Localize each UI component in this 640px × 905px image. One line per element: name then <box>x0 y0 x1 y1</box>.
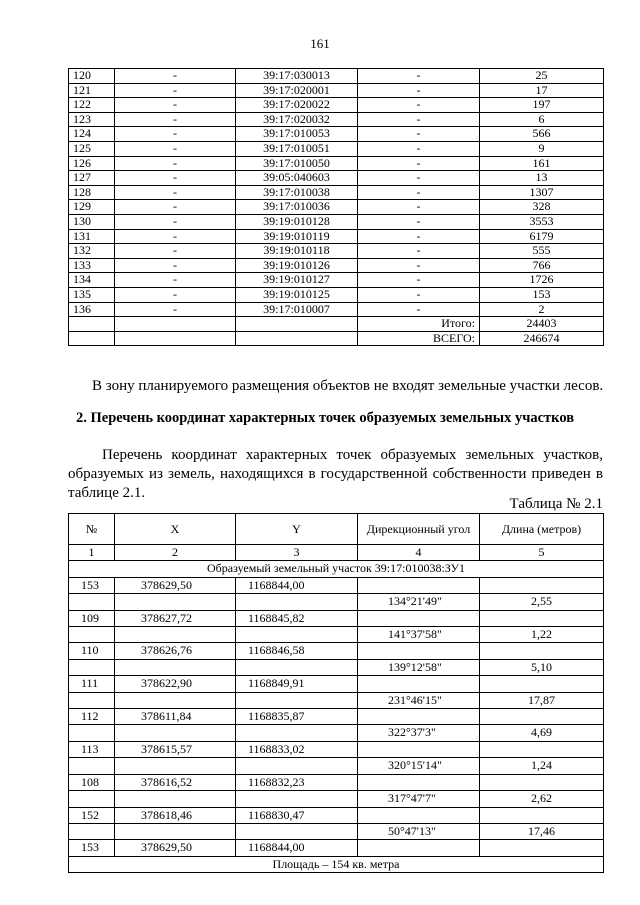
row-number: 135 <box>69 287 115 302</box>
point-x: 378622,90 <box>115 676 236 692</box>
point-row <box>69 676 604 692</box>
point-number: 109 <box>69 610 115 626</box>
point-number: 108 <box>69 774 115 790</box>
dash-cell: - <box>115 156 236 171</box>
empty-cell <box>236 317 358 332</box>
segment-length: 2,62 <box>480 791 604 807</box>
col-number: 2 <box>115 545 236 561</box>
area-row <box>69 856 604 872</box>
point-x: 378618,46 <box>115 807 236 823</box>
empty-cell <box>236 692 358 708</box>
header-length: Длина (метров) <box>480 514 604 545</box>
cadastral-number: 39:17:020022 <box>236 98 358 113</box>
vsego-row <box>69 331 604 346</box>
cadastral-number: 39:19:010119 <box>236 229 358 244</box>
point-x: 378616,52 <box>115 774 236 790</box>
table-row <box>69 258 604 273</box>
dash-cell: - <box>115 127 236 142</box>
empty-cell <box>480 577 604 593</box>
dash-cell: - <box>358 200 480 215</box>
direction-angle: 139°12'58" <box>358 659 480 675</box>
row-number: 134 <box>69 273 115 288</box>
table-row <box>69 141 604 156</box>
area-value: 1726 <box>480 273 604 288</box>
empty-cell <box>115 331 236 346</box>
cadastral-number: 39:17:010050 <box>236 156 358 171</box>
area-value: 3553 <box>480 214 604 229</box>
table-row <box>69 83 604 98</box>
itogo-label: Итого: <box>358 317 480 332</box>
empty-cell <box>236 725 358 741</box>
point-x: 378629,50 <box>115 840 236 856</box>
dash-cell: - <box>358 185 480 200</box>
point-x: 378627,72 <box>115 610 236 626</box>
col-number: 4 <box>358 545 480 561</box>
header-row <box>69 514 604 545</box>
row-number: 127 <box>69 171 115 186</box>
row-number: 131 <box>69 229 115 244</box>
segment-length: 5,10 <box>480 659 604 675</box>
point-y: 1168833,02 <box>236 741 358 757</box>
row-number: 123 <box>69 112 115 127</box>
area-value: 25 <box>480 69 604 84</box>
area-value: 328 <box>480 200 604 215</box>
cadastral-number: 39:17:010038 <box>236 185 358 200</box>
plot-title-row <box>69 561 604 577</box>
dash-cell: - <box>358 98 480 113</box>
col-number: 1 <box>69 545 115 561</box>
col-number: 5 <box>480 545 604 561</box>
segment-row <box>69 725 604 741</box>
empty-cell <box>358 840 480 856</box>
point-x: 378615,57 <box>115 741 236 757</box>
dash-cell: - <box>358 229 480 244</box>
area-value: 9 <box>480 141 604 156</box>
empty-cell <box>358 610 480 626</box>
empty-cell <box>358 709 480 725</box>
empty-cell <box>115 823 236 839</box>
point-x: 378626,76 <box>115 643 236 659</box>
row-number: 125 <box>69 141 115 156</box>
empty-cell <box>115 594 236 610</box>
plot-area: Площадь – 154 кв. метра <box>69 856 604 872</box>
table-row <box>69 244 604 259</box>
intro-paragraph: Перечень координат характерных точек образуемых земельных участков, образуемых из земель, находящихся в государственной собственности приведен в таблице 2.1. <box>68 447 603 501</box>
empty-cell <box>115 692 236 708</box>
table-row <box>69 127 604 142</box>
point-y: 1168844,00 <box>236 577 358 593</box>
table-row <box>69 69 604 84</box>
empty-cell <box>115 317 236 332</box>
area-value: 566 <box>480 127 604 142</box>
dash-cell: - <box>358 302 480 317</box>
section-heading: 2. Перечень координат характерных точек образуемых земельных участков <box>76 410 575 426</box>
dash-cell: - <box>358 287 480 302</box>
plot-title: Образуемый земельный участок 39:17:010038:ЗУ1 <box>69 561 604 577</box>
dash-cell: - <box>358 171 480 186</box>
point-row <box>69 807 604 823</box>
point-row <box>69 643 604 659</box>
dash-cell: - <box>115 141 236 156</box>
table-row <box>69 171 604 186</box>
table-row <box>69 287 604 302</box>
area-value: 1307 <box>480 185 604 200</box>
dash-cell: - <box>358 156 480 171</box>
empty-cell <box>480 807 604 823</box>
segment-row <box>69 823 604 839</box>
dash-cell: - <box>115 214 236 229</box>
cadastral-number: 39:17:020001 <box>236 83 358 98</box>
dash-cell: - <box>358 258 480 273</box>
empty-cell <box>69 823 115 839</box>
empty-cell <box>480 840 604 856</box>
row-number: 133 <box>69 258 115 273</box>
row-number: 120 <box>69 69 115 84</box>
table-caption: Таблица № 2.1 <box>509 496 603 512</box>
direction-angle: 231°46'15" <box>358 692 480 708</box>
empty-cell <box>69 758 115 774</box>
header-x: X <box>115 514 236 545</box>
segment-length: 4,69 <box>480 725 604 741</box>
table-row <box>69 200 604 215</box>
cadastral-number: 39:19:010127 <box>236 273 358 288</box>
point-y: 1168832,23 <box>236 774 358 790</box>
header-num: № <box>69 514 115 545</box>
area-value: 6 <box>480 112 604 127</box>
dash-cell: - <box>115 185 236 200</box>
table-row <box>69 273 604 288</box>
cadastral-number: 39:19:010118 <box>236 244 358 259</box>
vsego-label: ВСЕГО: <box>358 331 480 346</box>
point-y: 1168830,47 <box>236 807 358 823</box>
empty-cell <box>480 610 604 626</box>
point-row <box>69 741 604 757</box>
empty-cell <box>69 791 115 807</box>
dash-cell: - <box>115 302 236 317</box>
dash-cell: - <box>115 112 236 127</box>
column-number-row <box>69 545 604 561</box>
point-y: 1168845,82 <box>236 610 358 626</box>
direction-angle: 322°37'3" <box>358 725 480 741</box>
empty-cell <box>480 676 604 692</box>
direction-angle: 317°47'7" <box>358 791 480 807</box>
dash-cell: - <box>358 112 480 127</box>
point-row <box>69 840 604 856</box>
point-number: 111 <box>69 676 115 692</box>
point-number: 153 <box>69 840 115 856</box>
empty-cell <box>115 725 236 741</box>
empty-cell <box>115 791 236 807</box>
row-number: 126 <box>69 156 115 171</box>
empty-cell <box>69 725 115 741</box>
cadastral-parcels-table <box>68 68 604 346</box>
direction-angle: 320°15'14" <box>358 758 480 774</box>
point-row <box>69 577 604 593</box>
dash-cell: - <box>115 244 236 259</box>
table-row <box>69 98 604 113</box>
row-number: 129 <box>69 200 115 215</box>
dash-cell: - <box>115 273 236 288</box>
cadastral-number: 39:05:040603 <box>236 171 358 186</box>
empty-cell <box>358 807 480 823</box>
segment-length: 2,55 <box>480 594 604 610</box>
empty-cell <box>115 627 236 643</box>
dash-cell: - <box>358 127 480 142</box>
area-value: 766 <box>480 258 604 273</box>
direction-angle: 134°21'49" <box>358 594 480 610</box>
table-row <box>69 112 604 127</box>
row-number: 132 <box>69 244 115 259</box>
point-y: 1168844,00 <box>236 840 358 856</box>
point-number: 113 <box>69 741 115 757</box>
cadastral-number: 39:19:010125 <box>236 287 358 302</box>
segment-row <box>69 627 604 643</box>
segment-row <box>69 692 604 708</box>
dash-cell: - <box>358 244 480 259</box>
header-angle: Дирекционный угол <box>358 514 480 545</box>
cadastral-number: 39:17:010007 <box>236 302 358 317</box>
empty-cell <box>236 627 358 643</box>
direction-angle: 141°37'58" <box>358 627 480 643</box>
point-row <box>69 610 604 626</box>
table-row <box>69 185 604 200</box>
cadastral-number: 39:17:010053 <box>236 127 358 142</box>
empty-cell <box>358 643 480 659</box>
empty-cell <box>236 758 358 774</box>
row-number: 122 <box>69 98 115 113</box>
dash-cell: - <box>358 273 480 288</box>
dash-cell: - <box>115 287 236 302</box>
cadastral-number: 39:17:010051 <box>236 141 358 156</box>
segment-row <box>69 791 604 807</box>
area-value: 13 <box>480 171 604 186</box>
empty-cell <box>69 594 115 610</box>
point-x: 378611,84 <box>115 709 236 725</box>
point-x: 378629,50 <box>115 577 236 593</box>
dash-cell: - <box>358 141 480 156</box>
dash-cell: - <box>115 258 236 273</box>
point-y: 1168835,87 <box>236 709 358 725</box>
dash-cell: - <box>115 200 236 215</box>
table-row <box>69 302 604 317</box>
segment-length: 17,87 <box>480 692 604 708</box>
empty-cell <box>358 676 480 692</box>
itogo-row <box>69 317 604 332</box>
table-row <box>69 156 604 171</box>
empty-cell <box>69 331 115 346</box>
empty-cell <box>69 692 115 708</box>
vsego-value: 246674 <box>480 331 604 346</box>
area-value: 197 <box>480 98 604 113</box>
row-number: 121 <box>69 83 115 98</box>
point-number: 153 <box>69 577 115 593</box>
segment-length: 1,24 <box>480 758 604 774</box>
itogo-value: 24403 <box>480 317 604 332</box>
segment-row <box>69 659 604 675</box>
dash-cell: - <box>115 229 236 244</box>
point-row <box>69 709 604 725</box>
dash-cell: - <box>115 171 236 186</box>
direction-angle: 50°47'13" <box>358 823 480 839</box>
empty-cell <box>358 577 480 593</box>
area-value: 153 <box>480 287 604 302</box>
point-y: 1168849,91 <box>236 676 358 692</box>
point-number: 152 <box>69 807 115 823</box>
point-y: 1168846,58 <box>236 643 358 659</box>
empty-cell <box>236 594 358 610</box>
col-number: 3 <box>236 545 358 561</box>
area-value: 161 <box>480 156 604 171</box>
empty-cell <box>236 659 358 675</box>
empty-cell <box>480 709 604 725</box>
empty-cell <box>236 791 358 807</box>
segment-length: 1,22 <box>480 627 604 643</box>
empty-cell <box>480 774 604 790</box>
row-number: 130 <box>69 214 115 229</box>
dash-cell: - <box>115 69 236 84</box>
dash-cell: - <box>358 83 480 98</box>
dash-cell: - <box>358 69 480 84</box>
row-number: 128 <box>69 185 115 200</box>
point-row <box>69 774 604 790</box>
segment-length: 17,46 <box>480 823 604 839</box>
empty-cell <box>480 741 604 757</box>
empty-cell <box>480 643 604 659</box>
table-row <box>69 214 604 229</box>
empty-cell <box>358 774 480 790</box>
dash-cell: - <box>115 83 236 98</box>
empty-cell <box>115 758 236 774</box>
coordinates-table <box>68 513 604 873</box>
row-number: 136 <box>69 302 115 317</box>
point-number: 112 <box>69 709 115 725</box>
cadastral-number: 39:17:020032 <box>236 112 358 127</box>
empty-cell <box>236 331 358 346</box>
empty-cell <box>69 627 115 643</box>
dash-cell: - <box>115 98 236 113</box>
cadastral-number: 39:17:030013 <box>236 69 358 84</box>
header-y: Y <box>236 514 358 545</box>
forest-note: В зону планируемого размещения объектов не входят земельные участки лесов. <box>92 378 604 394</box>
area-value: 17 <box>480 83 604 98</box>
table-row <box>69 229 604 244</box>
empty-cell <box>358 741 480 757</box>
segment-row <box>69 758 604 774</box>
page-number: 161 <box>310 36 330 51</box>
segment-row <box>69 594 604 610</box>
area-value: 555 <box>480 244 604 259</box>
empty-cell <box>69 659 115 675</box>
area-value: 6179 <box>480 229 604 244</box>
empty-cell <box>115 659 236 675</box>
cadastral-number: 39:19:010126 <box>236 258 358 273</box>
empty-cell <box>69 317 115 332</box>
row-number: 124 <box>69 127 115 142</box>
point-number: 110 <box>69 643 115 659</box>
cadastral-number: 39:17:010036 <box>236 200 358 215</box>
cadastral-number: 39:19:010128 <box>236 214 358 229</box>
dash-cell: - <box>358 214 480 229</box>
area-value: 2 <box>480 302 604 317</box>
empty-cell <box>236 823 358 839</box>
